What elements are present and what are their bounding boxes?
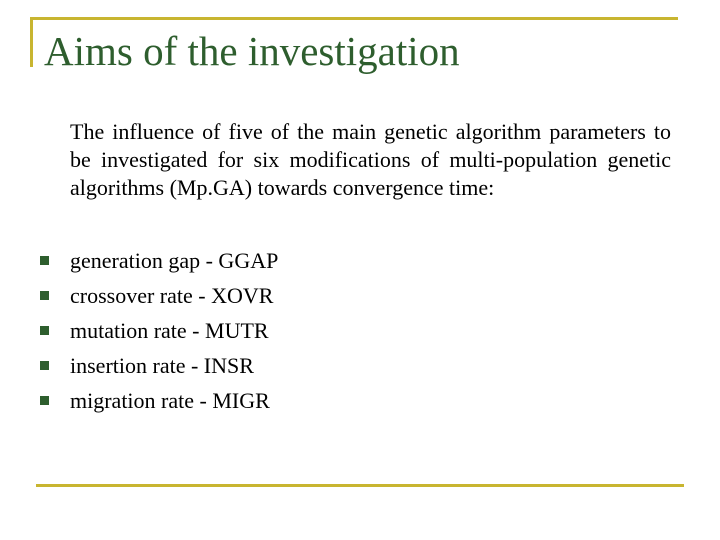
list-item-text: crossover rate - XOVR <box>70 282 274 308</box>
top-rule <box>30 17 678 20</box>
bottom-rule <box>36 484 684 487</box>
square-bullet-icon <box>40 361 49 370</box>
list-item-text: insertion rate - INSR <box>70 352 254 378</box>
list-item-text: mutation rate - MUTR <box>70 317 269 343</box>
list-item <box>40 383 278 418</box>
list-item-text: migration rate - MIGR <box>70 387 270 413</box>
square-bullet-icon <box>40 396 49 405</box>
square-bullet-icon <box>40 326 49 335</box>
left-rule <box>30 17 33 67</box>
square-bullet-icon <box>40 256 49 265</box>
list-item <box>40 313 278 348</box>
list-item <box>40 243 278 278</box>
list-item <box>40 278 278 313</box>
parameter-list <box>40 243 278 418</box>
list-item-text: generation gap - GGAP <box>70 247 279 273</box>
list-item <box>40 348 278 383</box>
intro-paragraph: The influence of five of the main genetic algorithm parameters to be investigated for six modifications of multi-population genetic algorithms (Mp.GA) towards convergence time: <box>70 119 671 200</box>
slide-title: Aims of the investigation <box>44 28 460 74</box>
square-bullet-icon <box>40 291 49 300</box>
